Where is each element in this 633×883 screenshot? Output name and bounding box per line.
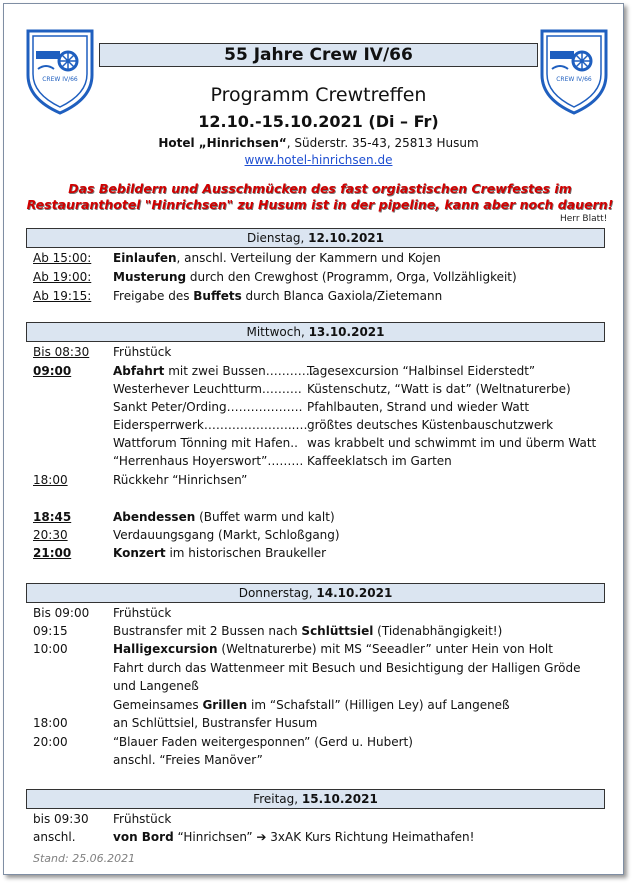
schedule-item [113, 364, 314, 379]
item-text: (Buffet warm und kalt) [195, 510, 335, 524]
stop-place: Westerhever Leuchtturm………. [113, 382, 302, 396]
item-description: Tagesexcursion “Halbinsel Eiderstedt” [307, 364, 536, 378]
weekday-label: Dienstag, [246, 231, 309, 245]
hotel-line [99, 136, 538, 150]
item-description: was krabbelt und schwimmt im und überm Watt [307, 436, 597, 450]
hotel-address: , Süderstr. 35-43, 25813 Husum [286, 136, 479, 150]
stop-place: Sankt Peter/Ording………………. [113, 400, 303, 414]
item-text: durch den Crewghost (Programm, Orga, Vollzähligkeit) [186, 270, 517, 284]
item-keyword: Abendessen [113, 510, 196, 524]
time-cell: Ab 19:00: [33, 270, 92, 284]
day-header-friday [26, 789, 605, 809]
item-text: Bustransfer mit 2 Bussen nach [113, 624, 302, 638]
schedule-item: Verdauungsgang (Markt, Schloßgang) [113, 528, 340, 542]
schedule-item [113, 830, 474, 845]
status-date: Stand: 25.06.2021 [33, 852, 136, 865]
logo-text: CREW IV/66 [556, 76, 592, 83]
item-text: “Hinrichsen” ➔ 3xAK Kurs Richtung Heimathafen! [173, 830, 475, 844]
day-date: 15.10.2021 [301, 792, 378, 806]
time-cell: Bis 08:30 [33, 345, 90, 359]
notice-signature: Herr Blatt! [560, 214, 608, 224]
logo-text: CREW IV/66 [42, 76, 78, 83]
time-cell: 10:00 [33, 642, 68, 656]
item-text: im “Schafstall” (Hilligen Ley) auf Langeneß [247, 698, 510, 712]
schedule-item [113, 251, 441, 266]
schedule-item: anschl. “Freies Manöver” [113, 753, 263, 767]
schedule-item [113, 289, 442, 304]
day-header-thursday [26, 583, 605, 603]
item-text: im historischen Braukeller [165, 546, 327, 560]
time-cell: 20:30 [33, 528, 68, 542]
stop-place: “Herrenhaus Hoyerswort”……… [113, 454, 304, 468]
item-keyword: Schlüttsiel [301, 624, 374, 638]
time-cell: Ab 15:00: [33, 251, 92, 265]
time-cell: bis 09:30 [33, 812, 89, 826]
hotel-website-link[interactable]: www.hotel-hinrichsen.de [244, 153, 393, 167]
page-title: 55 Jahre Crew IV/66 [99, 43, 538, 67]
schedule-item [113, 270, 517, 285]
schedule-item: an Schlüttsiel, Bustransfer Husum [113, 716, 318, 730]
item-text: Gemeinsames [113, 698, 203, 712]
item-description: größtes deutsches Küstenbauschutzwerk [307, 418, 554, 432]
program-subtitle: Programm Crewtreffen [210, 84, 427, 106]
item-keyword: Musterung [113, 270, 187, 284]
day-header-tuesday [26, 228, 605, 248]
item-description: Küstenschutz, “Watt is dat” (Weltnaturerbe) [307, 382, 571, 396]
schedule-item [113, 698, 510, 713]
item-text: (Tidenabhängigkeit!) [373, 624, 503, 638]
time-cell: 18:45 [33, 510, 72, 524]
weekday-label: Mittwoch, [246, 325, 309, 339]
notice-line-1: Das Bebildern und Ausschmücken des fast orgiastischen Crewfestes im [68, 181, 572, 196]
time-cell: 18:00 [33, 716, 68, 730]
schedule-item: Fahrt durch das Wattenmeer mit Besuch und Besichtigung der Halligen Gröde [113, 661, 581, 675]
item-description: Pfahlbauten, Strand und wieder Watt [307, 400, 530, 414]
schedule-item: Frühstück [113, 606, 172, 620]
item-keyword: Einlaufen [113, 251, 177, 265]
item-text: durch Blanca Gaxiola/Zietemann [241, 289, 443, 303]
schedule-item [113, 510, 335, 525]
schedule-item: Rückkehr “Hinrichsen” [113, 473, 248, 487]
notice-line-2: Restauranthotel "Hinrichsen" zu Husum ist in der pipeline, kann aber noch dauern! [26, 197, 614, 212]
hotel-name: Hotel „Hinrichsen“ [158, 136, 287, 150]
schedule-item: “Blauer Faden weitergesponnen” (Gerd u. Hubert) [113, 735, 413, 749]
item-keyword: Buffets [193, 289, 242, 303]
schedule-item [113, 546, 326, 561]
day-date: 12.10.2021 [308, 231, 385, 245]
item-text: mit zwei Bussen………… [164, 364, 314, 378]
stop-place: Eidersperrwerk…………………..… [113, 418, 308, 432]
time-cell: 09:00 [33, 364, 72, 378]
time-cell: 09:15 [33, 624, 68, 638]
crew-shield-logo-left [24, 27, 96, 115]
time-cell: 21:00 [33, 546, 72, 560]
schedule-item [113, 642, 553, 657]
weekday-label: Freitag, [253, 792, 302, 806]
item-text: , anschl. Verteilung der Kammern und Kojen [176, 251, 441, 265]
item-keyword: von Bord [113, 830, 174, 844]
item-keyword: Grillen [202, 698, 248, 712]
schedule-item: und Langeneß [113, 679, 199, 693]
weekday-label: Donnerstag, [238, 586, 317, 600]
time-cell: 20:00 [33, 735, 68, 749]
item-keyword: Abfahrt [113, 364, 165, 378]
day-header-wednesday [26, 322, 605, 342]
item-keyword: Konzert [113, 546, 166, 560]
day-date: 14.10.2021 [316, 586, 393, 600]
event-dates: 12.10.-15.10.2021 (Di – Fr) [198, 112, 439, 131]
item-keyword: Halligexcursion [113, 642, 218, 656]
item-description: Kaffeeklatsch im Garten [307, 454, 452, 468]
time-cell: anschl. [33, 830, 76, 844]
stop-place: Wattforum Tönning mit Hafen.. [113, 436, 298, 450]
time-cell: 18:00 [33, 473, 68, 487]
day-date: 13.10.2021 [308, 325, 385, 339]
crew-shield-logo-right [538, 27, 610, 115]
schedule-item: Frühstück [113, 812, 172, 826]
time-cell: Ab 19:15: [33, 289, 92, 303]
schedule-item: Frühstück [113, 345, 172, 359]
time-cell: Bis 09:00 [33, 606, 90, 620]
item-text: Freigabe des [113, 289, 194, 303]
schedule-item [113, 624, 502, 639]
item-text: (Weltnaturerbe) mit MS “Seeadler” unter Hein von Holt [217, 642, 553, 656]
